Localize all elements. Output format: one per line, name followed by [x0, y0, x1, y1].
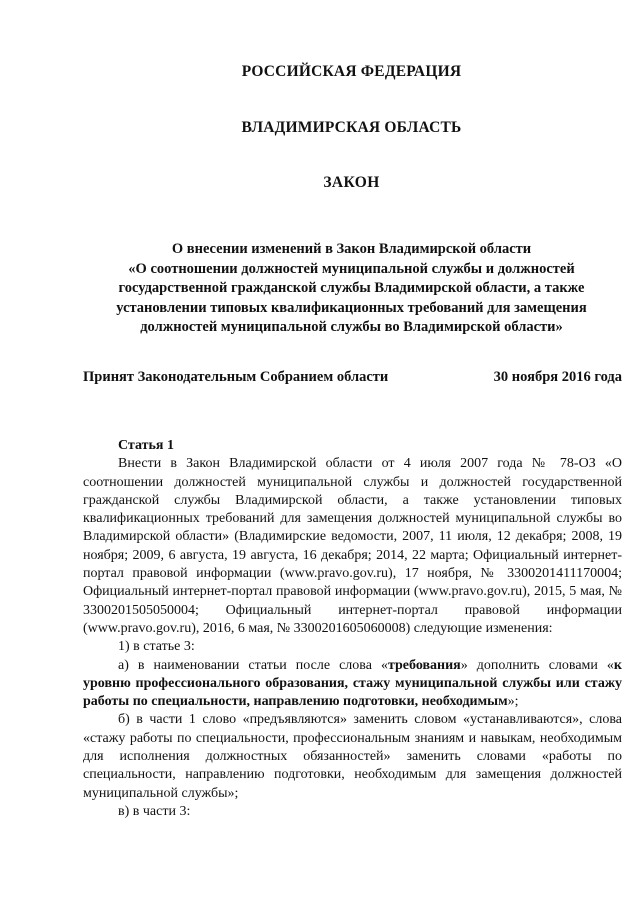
item-c: в) в части 3:: [118, 803, 191, 819]
law-title-line: должностей муниципальной службы во Владимирской области»: [140, 319, 563, 335]
article-heading: Статья 1: [118, 438, 174, 453]
law-title-line: государственной гражданской службы Владимирской области, а также: [118, 280, 585, 296]
document-type-heading: ЗАКОН: [323, 174, 380, 191]
item-a-bold-addition: к уровню профессионального образования, стажу муниципальной службы или стажу работы по специальности, направлению подготовки, необходимым: [83, 657, 622, 710]
item-b: б) в части 1 слово «предъявляются» заменить словом «устанавливаются», слова «стажу работы по специальности, профессиональным знаниям и навыкам, необходимым для исполнения должностных обязанностей» заменить словами «работы по специальности, направлению подготовки, необходимым для замещения должностей муниципальной службы»;: [83, 712, 622, 801]
law-title-line: установлении типовых квалификационных требований для замещения: [116, 299, 587, 316]
adopted-by: Принят Законодательным Собранием области: [83, 369, 389, 385]
item-a-bold-term: требования: [387, 657, 461, 673]
country-heading: РОССИЙСКАЯ ФЕДЕРАЦИЯ: [241, 63, 462, 80]
law-title-line: «О соотношении должностей муниципальной службы и должностей: [128, 260, 575, 277]
law-title: [83, 240, 620, 338]
item-a-text: а) в наименовании статьи после слова «: [118, 657, 388, 673]
item-a-text: » дополнить словами «: [460, 657, 614, 673]
item-a-text: »;: [507, 694, 519, 710]
article-body: [83, 437, 622, 821]
law-title-line: О внесении изменений в Закон Владимирской области: [171, 241, 532, 257]
region-heading: ВЛАДИМИРСКАЯ ОБЛАСТЬ: [241, 119, 462, 136]
item-a: [83, 657, 622, 712]
article-intro-paragraph: Внести в Закон Владимирской области от 4 июля 2007 года № 78-ОЗ «О соотношении должностей муниципальной службы и должностей государственной гражданской службы Владимирской области, а также установлении типовых квалификационных требований для замещения должностей муниципальной службы во Владимирской области» (Владимирские ведомости, 2007, 11 июля, 12 декабря; 2008, 19 ноября; 2009, 6 августа, 19 августа, 16 декабря; 2014, 22 марта; Официальный интернет-портал правовой информации (www.pravo.gov.ru), 17 ноября, № 3300201411170004; Официальный интернет-портал правовой информации (www.pravo.gov.ru), 2015, 5 мая, № 3300201505050004; Официальный интернет-портал правовой информации (www.pravo.gov.ru), 2016, 6 мая, № 3300201605060008) следующие изменения:: [83, 456, 622, 636]
adoption-date: 30 ноября 2016 года: [493, 369, 622, 385]
adoption-line: [83, 369, 622, 386]
item-1: 1) в статье 3:: [118, 639, 195, 655]
